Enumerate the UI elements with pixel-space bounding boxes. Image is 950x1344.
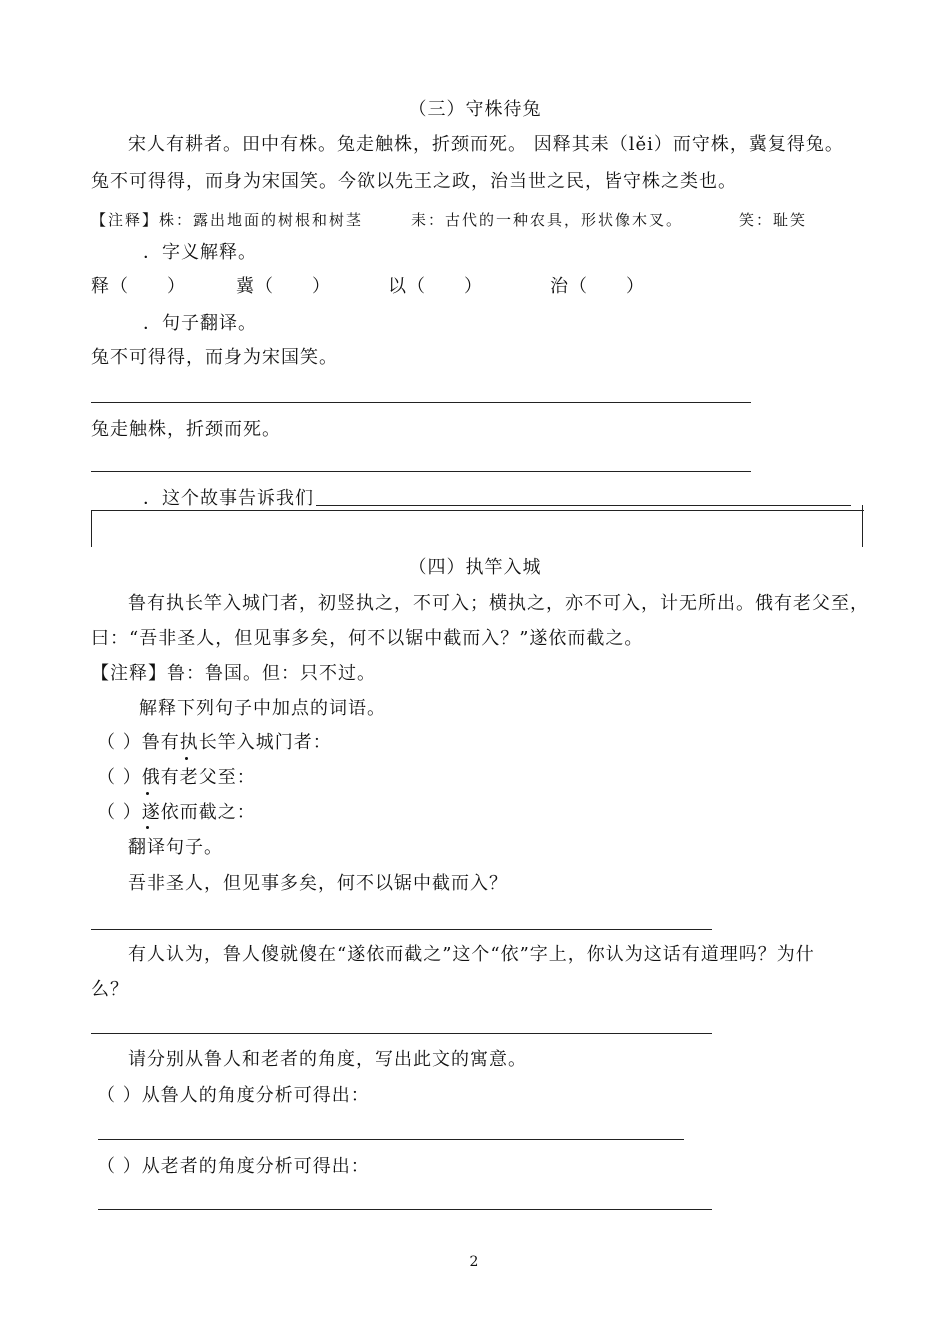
section4-passage-line2: 曰：“吾非圣人，但见事多矣，何不以锯中截而入？”遂依而截之。 xyxy=(91,628,644,649)
note-zhu: 【注释】株：露出地面的树根和树茎 xyxy=(91,211,364,229)
answer-box-right xyxy=(862,505,863,547)
q1-heading: ．字义解释。 xyxy=(143,242,257,263)
q3-prompt: ．这个故事告诉我们 xyxy=(143,488,314,509)
section4-title: （四）执竿入城 xyxy=(408,557,542,578)
answer-box-top xyxy=(91,510,864,511)
section3-passage-line2: 兔不可得得，而身为宋国笑。今欲以先王之政，治当世之民，皆守株之类也。 xyxy=(91,171,737,192)
section4-note: 【注释】鲁：鲁国。但：只不过。 xyxy=(91,663,376,684)
answer-line[interactable] xyxy=(316,505,851,506)
q4-item-1[interactable]: （ ）从鲁人的角度分析可得出： xyxy=(97,1085,370,1106)
emphasis-dot xyxy=(146,792,149,795)
explain-item-1[interactable]: （ ）鲁有执长竿入城门者： xyxy=(97,732,332,753)
word-blank-ji[interactable]: 冀（ ） xyxy=(236,276,331,297)
q4-item-2[interactable]: （ ）从老者的角度分析可得出： xyxy=(97,1156,370,1177)
word-blank-zhi[interactable]: 治（ ） xyxy=(550,276,645,297)
answer-line[interactable] xyxy=(91,471,751,472)
note-xiao: 笑：耻笑 xyxy=(739,211,808,229)
q4-prompt: 请分别从鲁人和老者的角度，写出此文的寓意。 xyxy=(128,1049,527,1070)
section4-passage-line1: 鲁有执长竿入城门者，初竖执之，不可入；横执之，亦不可入，计无所出。俄有老父至， xyxy=(128,593,869,614)
note-lei: 耒：古代的一种农具，形状像木叉。 xyxy=(411,211,684,229)
translate-sentence: 吾非圣人，但见事多矣，何不以锯中截而入？ xyxy=(128,873,508,894)
answer-box-left xyxy=(91,511,92,547)
q2-heading: 翻译句子。 xyxy=(128,837,223,858)
q1-heading: 解释下列句子中加点的词语。 xyxy=(139,698,386,719)
answer-line[interactable] xyxy=(98,1209,712,1210)
answer-line[interactable] xyxy=(91,929,712,930)
word-blank-shi[interactable]: 释（ ） xyxy=(91,276,186,297)
q3-prompt-line2: 么？ xyxy=(91,979,129,1000)
answer-line[interactable] xyxy=(98,1139,684,1140)
emphasis-dot xyxy=(146,826,149,829)
translate-sentence-2: 兔走触株，折颈而死。 xyxy=(91,419,281,440)
emphasis-dot xyxy=(185,757,188,760)
translate-sentence-1: 兔不可得得，而身为宋国笑。 xyxy=(91,347,338,368)
word-blank-yi[interactable]: 以（ ） xyxy=(388,276,483,297)
page-number: 2 xyxy=(469,1254,481,1270)
q2-heading: ．句子翻译。 xyxy=(143,313,257,334)
explain-item-3[interactable]: （ ）遂依而截之： xyxy=(97,802,256,823)
section3-passage-line1: 宋人有耕者。田中有株。兔走触株，折颈而死。 因释其耒（lěi）而守株，冀复得兔。 xyxy=(128,134,844,155)
answer-line[interactable] xyxy=(91,402,751,403)
answer-line[interactable] xyxy=(91,1033,712,1034)
section3-title: （三）守株待兔 xyxy=(408,99,542,120)
q3-prompt-line1: 有人认为，鲁人傻就傻在“遂依而截之”这个“依”字上，你认为这话有道理吗？为什 xyxy=(128,944,815,965)
explain-item-2[interactable]: （ ）俄有老父至： xyxy=(97,767,256,788)
